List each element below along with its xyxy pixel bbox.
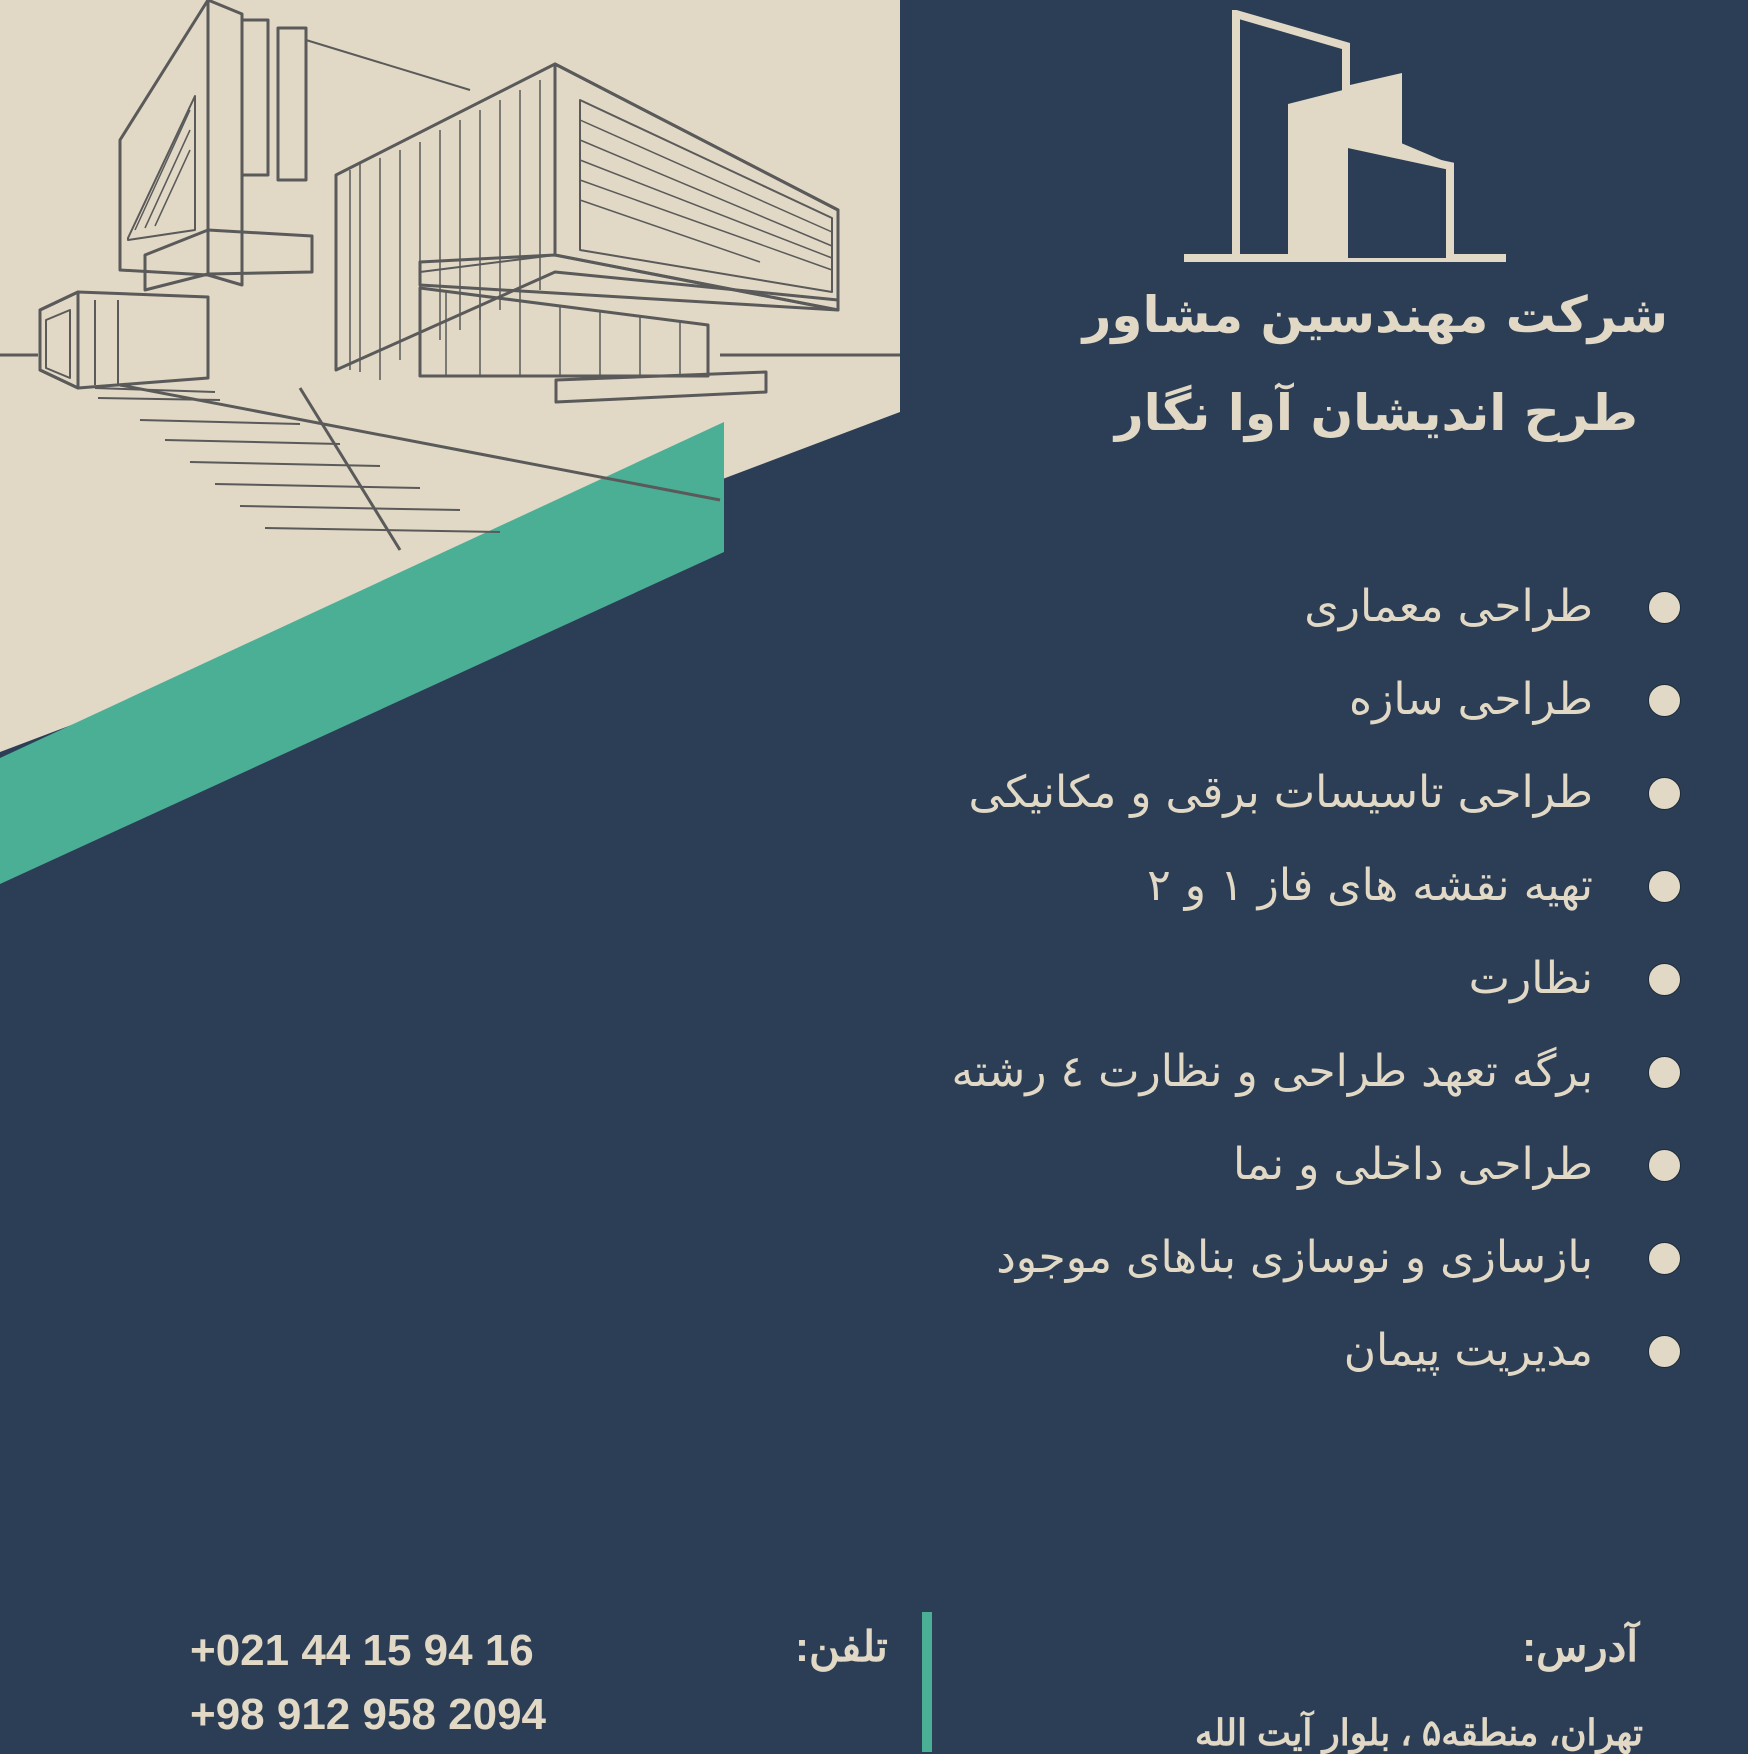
bullet-icon bbox=[1648, 1149, 1681, 1182]
service-label: طراحی معماری bbox=[1304, 581, 1593, 632]
bullet-icon bbox=[1648, 963, 1681, 996]
service-item bbox=[593, 665, 1593, 758]
contact-divider bbox=[922, 1612, 932, 1752]
service-item bbox=[593, 572, 1593, 665]
address-text: تهران، منطقه۵ ، بلوار آیت الله bbox=[1194, 1712, 1643, 1753]
address-label: آدرس: bbox=[1522, 1623, 1638, 1670]
service-label: طراحی داخلی و نما bbox=[1233, 1139, 1593, 1190]
service-item bbox=[593, 944, 1593, 1037]
buildings-logo-icon bbox=[1180, 10, 1510, 265]
service-item bbox=[593, 1223, 1593, 1316]
bullet-icon bbox=[1648, 591, 1681, 624]
service-item bbox=[593, 1130, 1593, 1223]
service-label: بازسازی و نوسازی بناهای موجود bbox=[996, 1232, 1593, 1283]
service-item bbox=[593, 758, 1593, 851]
bullet-icon bbox=[1648, 1242, 1681, 1275]
bullet-icon bbox=[1648, 870, 1681, 903]
services-list bbox=[593, 572, 1593, 1409]
company-name-line-1: شرکت مهندسین مشاور bbox=[1082, 286, 1668, 344]
service-item bbox=[593, 1037, 1593, 1130]
bullet-icon bbox=[1648, 777, 1681, 810]
service-label: نظارت bbox=[1468, 953, 1593, 1004]
phone-number-2: +98 912 958 2094 bbox=[190, 1690, 547, 1739]
bullet-icon bbox=[1648, 1056, 1681, 1089]
service-item bbox=[593, 851, 1593, 944]
bullet-icon bbox=[1648, 684, 1681, 717]
phone-number-1: +021 44 15 94 16 bbox=[190, 1626, 534, 1675]
company-name-line-2: طرح اندیشان آوا نگار bbox=[1114, 384, 1638, 442]
bullet-icon bbox=[1648, 1335, 1681, 1368]
service-label: برگه تعهد طراحی و نظارت ٤ رشته bbox=[951, 1046, 1593, 1097]
service-label: تهیه نقشه های فاز ۱ و ۲ bbox=[1147, 860, 1593, 911]
service-label: مدیریت پیمان bbox=[1343, 1325, 1593, 1376]
phone-label: تلفن: bbox=[795, 1623, 888, 1670]
service-label: طراحی سازه bbox=[1349, 674, 1593, 725]
service-label: طراحی تاسیسات برقی و مکانیکی bbox=[968, 767, 1593, 818]
service-item bbox=[593, 1316, 1593, 1409]
